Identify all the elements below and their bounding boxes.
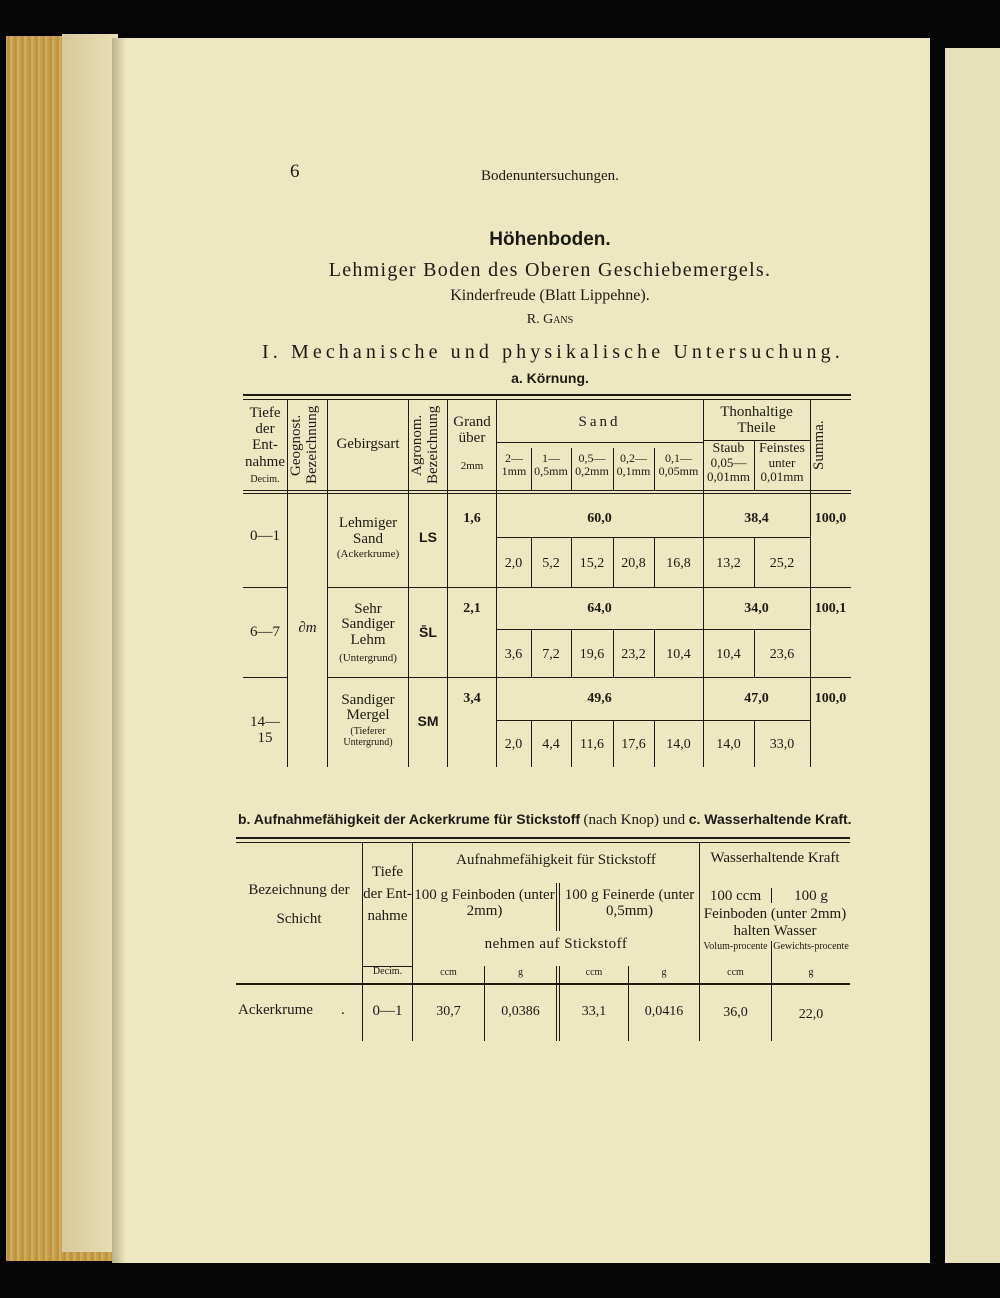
subtitle: Lehmiger Boden des Oberen Geschiebemergels. — [328, 259, 772, 281]
header-feinboden-2: Feinboden (unter 2mm) — [703, 906, 847, 922]
row-sand-5: 14,0 — [666, 737, 691, 752]
geognost-value: ∂m — [298, 620, 317, 636]
section-I-heading: I. Mechanische und physikalische Untersuchung. — [262, 341, 844, 363]
facing-page — [945, 48, 1000, 1263]
row-sand-4: 17,6 — [621, 737, 646, 752]
row-sand-3: 19,6 — [579, 647, 605, 662]
header-fraction-2: 1—0,5mm — [534, 451, 568, 478]
header-agronom: Agronom. Bezeichnung — [409, 405, 441, 485]
section-knop-text: (nach Knop) und — [583, 812, 686, 828]
unit-3: ccm — [585, 967, 603, 978]
row-summa: 100,0 — [814, 511, 847, 526]
location: Kinderfreude (Blatt Lippehne). — [450, 287, 650, 304]
row-sand-total: 64,0 — [587, 601, 612, 616]
page-title: Höhenboden. — [489, 229, 611, 250]
header-fraction-5: 0,1—0,05mm — [658, 451, 699, 478]
row-grand: 2,1 — [463, 601, 481, 616]
row-value-4: 0,0416 — [644, 1004, 684, 1019]
header-feinboden: 100 g Feinboden (unter 2mm) — [414, 887, 555, 920]
row-tiefe: 14—15 — [250, 714, 280, 747]
header-wasser-g: 100 g — [794, 888, 828, 904]
section-bc-heading — [238, 811, 858, 829]
unit-2: g — [518, 967, 523, 978]
header-halten: halten Wasser — [733, 923, 817, 939]
row-feinstes: 33,0 — [769, 737, 795, 752]
row-sand-1: 2,0 — [504, 556, 523, 571]
row-thon-total: 34,0 — [744, 601, 769, 616]
row-grand: 3,4 — [463, 691, 481, 706]
row-sand-5: 10,4 — [666, 647, 691, 662]
row-sand-3: 15,2 — [579, 556, 605, 571]
row-sand-4: 23,2 — [621, 647, 646, 662]
row-gebirgsart: Sandiger Mergel — [341, 692, 395, 724]
row-staub: 14,0 — [716, 737, 741, 752]
header-gebirgsart: Gebirgsart — [336, 436, 400, 452]
section-a-heading: a. Körnung. — [511, 370, 589, 386]
header-aufnahme: Aufnahmefähigkeit für Stickstoff — [456, 852, 656, 868]
page-number: 6 — [290, 161, 300, 182]
row-gebirgsart: Lehmiger Sand — [338, 515, 398, 548]
row-value-1: 30,7 — [436, 1004, 461, 1019]
header-bezeichnung: Bezeichnung der Schicht — [248, 882, 350, 928]
row-value-2: 0,0386 — [501, 1004, 540, 1019]
header-fraction-4: 0,2—0,1mm — [616, 451, 651, 478]
row-thon-total: 38,4 — [744, 511, 769, 526]
header-fraction-3: 0,5—0,2mm — [575, 451, 609, 478]
row-agronom: LS — [419, 529, 437, 545]
header-decim: Decim. — [372, 966, 403, 977]
row-agronom: S̄L — [419, 624, 437, 640]
row-value-5: 36,0 — [723, 1005, 748, 1020]
row-grand: 1,6 — [463, 511, 481, 526]
header-staub: Staub — [712, 441, 745, 456]
row-sand-2: 7,2 — [542, 647, 560, 662]
header-feinstes-range: unter 0,01mm — [760, 455, 804, 485]
unit-1: ccm — [440, 967, 457, 978]
row-sand-4: 20,8 — [621, 556, 646, 571]
header-grand: Grand über — [453, 414, 491, 447]
row-summa: 100,0 — [814, 691, 847, 706]
section-c-heading: c. Wasserhaltende Kraft. — [688, 811, 852, 827]
header-tiefe: Tiefe der Ent-nahme — [245, 405, 285, 470]
row-sand-2: 5,2 — [542, 556, 560, 571]
row-tiefe: 6—7 — [250, 624, 280, 640]
row-feinstes: 23,6 — [769, 647, 795, 662]
row-tiefe: 0—1 — [372, 1003, 403, 1019]
row-value-6: 22,0 — [798, 1007, 824, 1022]
row-agronom: SM — [417, 713, 439, 729]
running-head: Bodenuntersuchungen. — [481, 168, 619, 184]
header-staub-range: 0,05—0,01mm — [707, 455, 750, 485]
header-decim: Decim. — [250, 474, 280, 485]
row-staub: 13,2 — [716, 556, 741, 571]
section-b-heading: b. Aufnahmefähigkeit der Ackerkrume für Stickstoff — [238, 811, 581, 827]
row-tiefe: 0—1 — [250, 528, 280, 544]
row-sand-3: 11,6 — [580, 737, 604, 752]
header-geognost: Geognost. Bezeichnung — [288, 405, 320, 485]
row-sand-total: 60,0 — [587, 511, 612, 526]
row-dot: . — [341, 1002, 345, 1018]
row-name: Ackerkrume — [238, 1002, 313, 1018]
page-edges — [62, 34, 118, 1252]
header-feinerde: 100 g Feinerde (unter 0,5mm) — [564, 887, 695, 920]
row-sand-1: 3,6 — [504, 647, 523, 662]
header-tiefe: Tiefe der Ent-nahme — [363, 864, 412, 924]
header-thonhaltige: Thonhaltige Theile — [720, 404, 793, 437]
header-wasser-ccm: 100 ccm — [709, 888, 762, 904]
row-sand-total: 49,6 — [587, 691, 612, 706]
row-sand-2: 4,4 — [542, 737, 560, 752]
row-note: (Ackerkrume) — [336, 548, 400, 560]
header-volum: Volum-procente — [703, 941, 768, 952]
header-summa: Summa. — [811, 420, 827, 470]
header-feinstes: Feinstes — [759, 441, 805, 456]
row-note: (Tieferer Untergrund) — [343, 726, 393, 748]
header-wasser: Wasserhaltende Kraft — [710, 850, 840, 866]
row-summa: 100,1 — [814, 601, 847, 616]
unit-6: g — [808, 967, 814, 978]
header-fraction-1: 2—1mm — [501, 451, 527, 478]
row-value-3: 33,1 — [581, 1004, 607, 1019]
header-gewichts: Gewichts-procente — [773, 941, 849, 952]
row-sand-5: 16,8 — [666, 556, 691, 571]
row-thon-total: 47,0 — [744, 691, 769, 706]
header-nehmen: nehmen auf Stickstoff — [484, 936, 628, 952]
unit-5: ccm — [727, 967, 744, 978]
row-gebirgsart: Sehr Sandiger Lehm — [341, 601, 395, 648]
row-feinstes: 25,2 — [769, 556, 795, 571]
row-note: (Untergrund) — [339, 652, 397, 664]
author: R. Gans — [526, 312, 574, 327]
row-staub: 10,4 — [716, 647, 741, 662]
row-sand-1: 2,0 — [504, 737, 523, 752]
header-grand-unit: 2mm — [460, 460, 484, 472]
unit-4: g — [661, 967, 667, 978]
header-sand: Sand — [578, 414, 621, 430]
gutter-shadow — [112, 38, 126, 1263]
